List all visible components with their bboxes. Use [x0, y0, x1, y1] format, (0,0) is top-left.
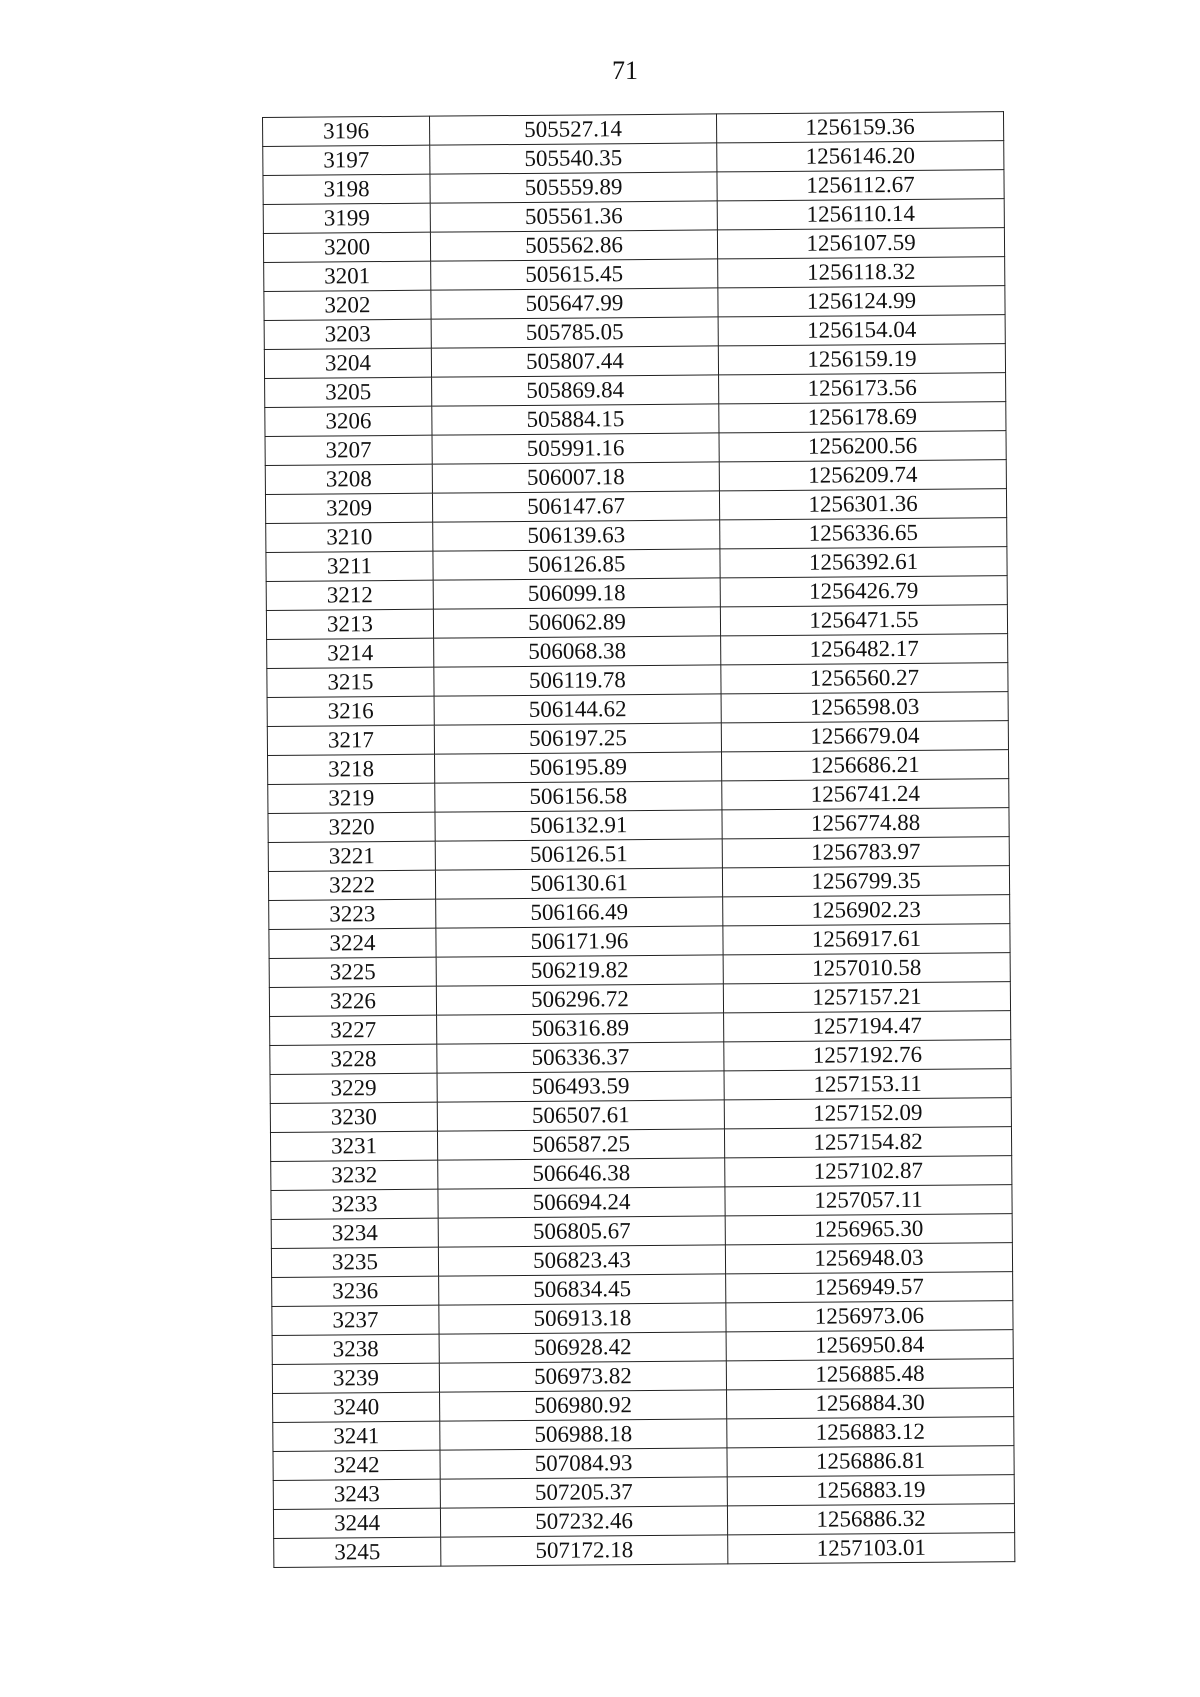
y-coordinate-cell: 1257154.82 — [724, 1127, 1011, 1158]
point-number-cell: 3222 — [268, 870, 435, 900]
x-coordinate-cell: 506493.59 — [437, 1071, 724, 1102]
page-number: 71 — [612, 56, 638, 85]
x-coordinate-cell: 506988.18 — [440, 1419, 727, 1450]
x-coordinate-cell: 506928.42 — [439, 1332, 726, 1363]
y-coordinate-cell: 1256336.65 — [720, 518, 1007, 549]
point-number-cell: 3208 — [265, 464, 432, 494]
point-number-cell: 3227 — [270, 1015, 437, 1045]
x-coordinate-cell: 506587.25 — [437, 1129, 724, 1160]
y-coordinate-cell: 1256118.32 — [718, 257, 1005, 288]
y-coordinate-cell: 1256948.03 — [725, 1243, 1012, 1274]
table-row — [274, 1533, 1015, 1568]
point-number-cell: 3214 — [267, 638, 434, 668]
y-coordinate-cell: 1256482.17 — [721, 634, 1008, 665]
point-number-cell: 3220 — [268, 812, 435, 842]
x-coordinate-cell: 506139.63 — [433, 520, 720, 551]
point-number-cell: 3226 — [269, 986, 436, 1016]
x-coordinate-cell: 505884.15 — [432, 404, 719, 435]
x-coordinate-cell: 506147.67 — [432, 491, 719, 522]
y-coordinate-cell: 1256917.61 — [723, 924, 1010, 955]
y-coordinate-cell: 1256886.32 — [727, 1504, 1014, 1535]
y-coordinate-cell: 1257010.58 — [723, 953, 1010, 984]
point-number-cell: 3235 — [271, 1247, 438, 1277]
x-coordinate-cell: 506119.78 — [434, 665, 721, 696]
x-coordinate-cell: 506171.96 — [436, 926, 723, 957]
x-coordinate-cell: 506132.91 — [435, 810, 722, 841]
y-coordinate-cell: 1256883.19 — [727, 1475, 1014, 1506]
x-coordinate-cell: 506099.18 — [433, 578, 720, 609]
y-coordinate-cell: 1256154.04 — [718, 315, 1005, 346]
point-number-cell: 3215 — [267, 667, 434, 697]
point-number-cell: 3234 — [271, 1218, 438, 1248]
x-coordinate-cell: 505615.45 — [431, 259, 718, 290]
point-number-cell: 3205 — [265, 377, 432, 407]
x-coordinate-cell: 506144.62 — [434, 694, 721, 725]
x-coordinate-cell: 506805.67 — [438, 1216, 725, 1247]
point-number-cell: 3223 — [269, 899, 436, 929]
y-coordinate-cell: 1256783.97 — [722, 837, 1009, 868]
y-coordinate-cell: 1256883.12 — [727, 1417, 1014, 1448]
point-number-cell: 3203 — [264, 319, 431, 349]
point-number-cell: 3230 — [270, 1102, 437, 1132]
y-coordinate-cell: 1256392.61 — [720, 547, 1007, 578]
y-coordinate-cell: 1256178.69 — [719, 402, 1006, 433]
x-coordinate-cell: 506646.38 — [438, 1158, 725, 1189]
y-coordinate-cell: 1256884.30 — [727, 1388, 1014, 1419]
x-coordinate-cell: 506195.89 — [435, 752, 722, 783]
x-coordinate-cell: 505991.16 — [432, 433, 719, 464]
point-number-cell: 3237 — [272, 1305, 439, 1335]
x-coordinate-cell: 505562.86 — [430, 230, 717, 261]
point-number-cell: 3238 — [272, 1334, 439, 1364]
point-number-cell: 3245 — [274, 1537, 441, 1567]
x-coordinate-cell: 505647.99 — [431, 288, 718, 319]
point-number-cell: 3210 — [266, 522, 433, 552]
x-coordinate-cell: 506336.37 — [437, 1042, 724, 1073]
x-coordinate-cell: 506156.58 — [435, 781, 722, 812]
y-coordinate-cell: 1256426.79 — [720, 576, 1007, 607]
point-number-cell: 3213 — [266, 609, 433, 639]
y-coordinate-cell: 1256799.35 — [722, 866, 1009, 897]
x-coordinate-cell: 506973.82 — [439, 1361, 726, 1392]
y-coordinate-cell: 1256159.36 — [716, 112, 1003, 143]
x-coordinate-cell: 506823.43 — [438, 1245, 725, 1276]
y-coordinate-cell: 1256110.14 — [717, 199, 1004, 230]
y-coordinate-cell: 1257057.11 — [725, 1185, 1012, 1216]
x-coordinate-cell: 506913.18 — [439, 1303, 726, 1334]
coordinate-table-body — [263, 112, 1015, 1568]
y-coordinate-cell: 1256159.19 — [718, 344, 1005, 375]
point-number-cell: 3242 — [273, 1450, 440, 1480]
y-coordinate-cell: 1256949.57 — [726, 1272, 1013, 1303]
x-coordinate-cell: 505559.89 — [430, 172, 717, 203]
point-number-cell: 3239 — [272, 1363, 439, 1393]
y-coordinate-cell: 1256107.59 — [717, 228, 1004, 259]
point-number-cell: 3207 — [265, 435, 432, 465]
point-number-cell: 3219 — [268, 783, 435, 813]
x-coordinate-cell: 505540.35 — [430, 143, 717, 174]
y-coordinate-cell: 1256950.84 — [726, 1330, 1013, 1361]
point-number-cell: 3209 — [265, 493, 432, 523]
x-coordinate-cell: 506694.24 — [438, 1187, 725, 1218]
x-coordinate-cell: 505807.44 — [431, 346, 718, 377]
y-coordinate-cell: 1256973.06 — [726, 1301, 1013, 1332]
y-coordinate-cell: 1256902.23 — [723, 895, 1010, 926]
x-coordinate-cell: 506126.51 — [435, 839, 722, 870]
point-number-cell: 3240 — [273, 1392, 440, 1422]
point-number-cell: 3211 — [266, 551, 433, 581]
y-coordinate-cell: 1256560.27 — [721, 663, 1008, 694]
point-number-cell: 3243 — [273, 1479, 440, 1509]
y-coordinate-cell: 1256965.30 — [725, 1214, 1012, 1245]
point-number-cell: 3199 — [263, 203, 430, 233]
x-coordinate-cell: 506507.61 — [437, 1100, 724, 1131]
x-coordinate-cell: 506126.85 — [433, 549, 720, 580]
x-coordinate-cell: 507084.93 — [440, 1448, 727, 1479]
point-number-cell: 3212 — [266, 580, 433, 610]
y-coordinate-cell: 1256146.20 — [717, 141, 1004, 172]
point-number-cell: 3221 — [268, 841, 435, 871]
point-number-cell: 3233 — [271, 1189, 438, 1219]
x-coordinate-cell: 506130.61 — [435, 868, 722, 899]
x-coordinate-cell: 506062.89 — [433, 607, 720, 638]
point-number-cell: 3228 — [270, 1044, 437, 1074]
y-coordinate-cell: 1256598.03 — [721, 692, 1008, 723]
y-coordinate-cell: 1256209.74 — [719, 460, 1006, 491]
x-coordinate-cell: 505527.14 — [429, 114, 716, 145]
point-number-cell: 3229 — [270, 1073, 437, 1103]
x-coordinate-cell: 507172.18 — [441, 1535, 728, 1566]
point-number-cell: 3200 — [263, 232, 430, 262]
point-number-cell: 3231 — [270, 1131, 437, 1161]
y-coordinate-cell: 1257152.09 — [724, 1098, 1011, 1129]
point-number-cell: 3201 — [264, 261, 431, 291]
y-coordinate-cell: 1256686.21 — [722, 750, 1009, 781]
point-number-cell: 3241 — [273, 1421, 440, 1451]
y-coordinate-cell: 1256886.81 — [727, 1446, 1014, 1477]
y-coordinate-cell: 1256301.36 — [719, 489, 1006, 520]
y-coordinate-cell: 1257153.11 — [724, 1069, 1011, 1100]
y-coordinate-cell: 1256471.55 — [720, 605, 1007, 636]
point-number-cell: 3197 — [263, 145, 430, 175]
y-coordinate-cell: 1256124.99 — [718, 286, 1005, 317]
x-coordinate-cell: 505785.05 — [431, 317, 718, 348]
x-coordinate-cell: 505561.36 — [430, 201, 717, 232]
point-number-cell: 3225 — [269, 957, 436, 987]
x-coordinate-cell: 507205.37 — [440, 1477, 727, 1508]
point-number-cell: 3196 — [263, 116, 430, 146]
x-coordinate-cell: 506316.89 — [437, 1013, 724, 1044]
coordinate-table — [262, 111, 1015, 1568]
x-coordinate-cell: 505869.84 — [432, 375, 719, 406]
y-coordinate-cell: 1256112.67 — [717, 170, 1004, 201]
x-coordinate-cell: 506834.45 — [439, 1274, 726, 1305]
point-number-cell: 3217 — [267, 725, 434, 755]
y-coordinate-cell: 1256885.48 — [726, 1359, 1013, 1390]
x-coordinate-cell: 506197.25 — [434, 723, 721, 754]
point-number-cell: 3218 — [268, 754, 435, 784]
y-coordinate-cell: 1257102.87 — [725, 1156, 1012, 1187]
y-coordinate-cell: 1256679.04 — [721, 721, 1008, 752]
point-number-cell: 3224 — [269, 928, 436, 958]
y-coordinate-cell: 1257192.76 — [724, 1040, 1011, 1071]
y-coordinate-cell: 1257194.47 — [724, 1011, 1011, 1042]
y-coordinate-cell: 1257157.21 — [723, 982, 1010, 1013]
x-coordinate-cell: 506219.82 — [436, 955, 723, 986]
point-number-cell: 3206 — [265, 406, 432, 436]
x-coordinate-cell: 506296.72 — [436, 984, 723, 1015]
point-number-cell: 3216 — [267, 696, 434, 726]
point-number-cell: 3204 — [264, 348, 431, 378]
x-coordinate-cell: 506068.38 — [434, 636, 721, 667]
point-number-cell: 3202 — [264, 290, 431, 320]
y-coordinate-cell: 1256173.56 — [719, 373, 1006, 404]
y-coordinate-cell: 1256774.88 — [722, 808, 1009, 839]
point-number-cell: 3198 — [263, 174, 430, 204]
y-coordinate-cell: 1256741.24 — [722, 779, 1009, 810]
point-number-cell: 3236 — [272, 1276, 439, 1306]
point-number-cell: 3232 — [271, 1160, 438, 1190]
point-number-cell: 3244 — [273, 1508, 440, 1538]
y-coordinate-cell: 1256200.56 — [719, 431, 1006, 462]
y-coordinate-cell: 1257103.01 — [728, 1533, 1015, 1564]
x-coordinate-cell: 506166.49 — [436, 897, 723, 928]
x-coordinate-cell: 507232.46 — [440, 1506, 727, 1537]
x-coordinate-cell: 506980.92 — [440, 1390, 727, 1421]
x-coordinate-cell: 506007.18 — [432, 462, 719, 493]
